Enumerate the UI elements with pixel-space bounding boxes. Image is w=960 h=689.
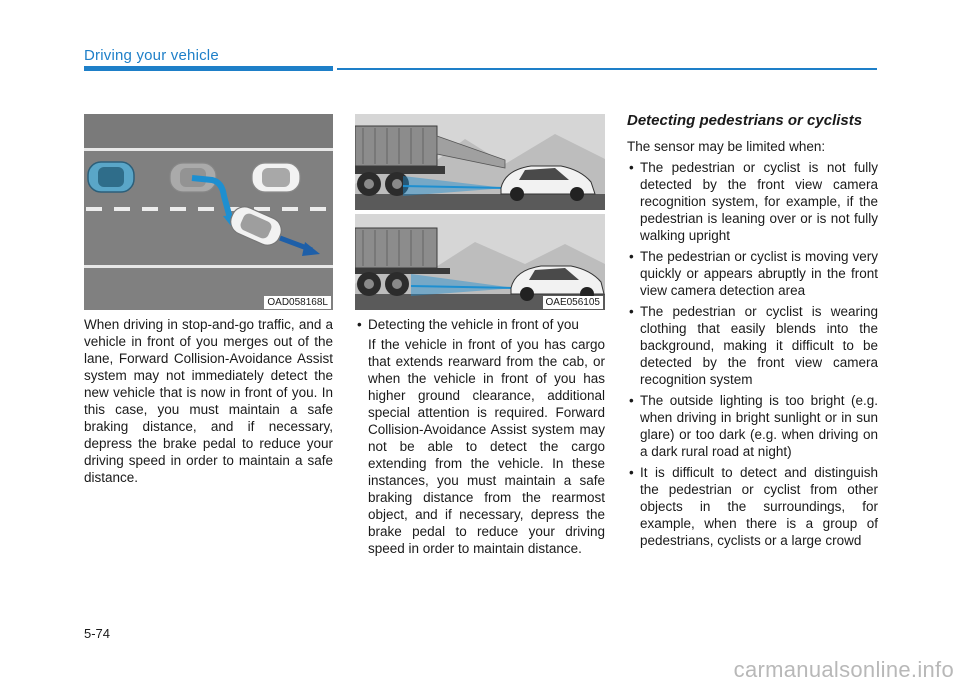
bullet-item: • Detecting the vehicle in front of you — [355, 316, 605, 333]
section-title: Driving your vehicle — [84, 47, 219, 64]
figure-lane-merge — [84, 114, 333, 310]
figure-truck-cargo — [355, 114, 605, 310]
watermark: carmanualsonline.info — [733, 657, 954, 682]
page-number: 5-74 — [84, 626, 111, 641]
bullet-item: • The pedestrian or cyclist is wearing clothing that easily blends into the background, making it difficult to be detected by the front view camera recognition system — [627, 303, 878, 388]
truck-cargo-illustration — [355, 114, 605, 310]
column-right — [627, 112, 878, 549]
lead-sentence: The sensor may be limited when: — [627, 139, 826, 154]
bullet-item: • It is difficult to detect and distinguish the pedestrian or cyclist from other objects in the surroundings, for example, when there is a group of pedestrians, cyclists or a large crowd — [627, 464, 878, 549]
bullet-item: • The pedestrian or cyclist is moving very quickly or appears abruptly in the front view camera detection area — [627, 248, 878, 299]
column-left — [84, 316, 333, 486]
bullet-item: • The pedestrian or cyclist is not fully detected by the front view camera recognition system, for example, if the pedestrian is leaning over or is not fully walking upright — [627, 159, 878, 244]
column-middle — [355, 316, 605, 557]
body-paragraph: If the vehicle in front of you has cargo that extends rearward from the cab, or when the vehicle in front of you has higher ground clearance, additional special attention is required. Forward Collision-Avoidance Assist system may not be able to detect the cargo extending from the vehicle. In these instances, you must maintain a safe braking distance from the rearmost object, and if necessary, depress the brake pedal to reduce your driving speed in order to maintain distance. — [368, 337, 605, 556]
body-paragraph: When driving in stop-and-go traffic, and a vehicle in front of you merges out of the lane, Forward Collision-Avoidance Assist system may not immediately detect the new vehicle that is now in front of you. In this case, you must maintain a safe braking distance, and if necessary, depress the brake pedal to reduce your driving speed in order to maintain a safe distance. — [84, 317, 333, 485]
lane-merge-illustration — [84, 114, 333, 310]
bullet-item: • The outside lighting is too bright (e.g. when driving in bright sunlight or in sun glare) or too dark (e.g. when driving on a dark rural road at night) — [627, 392, 878, 460]
subsection-heading: Detecting pedestrians or cyclists — [627, 112, 863, 129]
header-rule-thick — [84, 66, 333, 71]
figure-code: OAE056105 — [543, 296, 604, 309]
header-rule-thin — [337, 68, 877, 70]
figure-code: OAD058168L — [264, 296, 331, 309]
